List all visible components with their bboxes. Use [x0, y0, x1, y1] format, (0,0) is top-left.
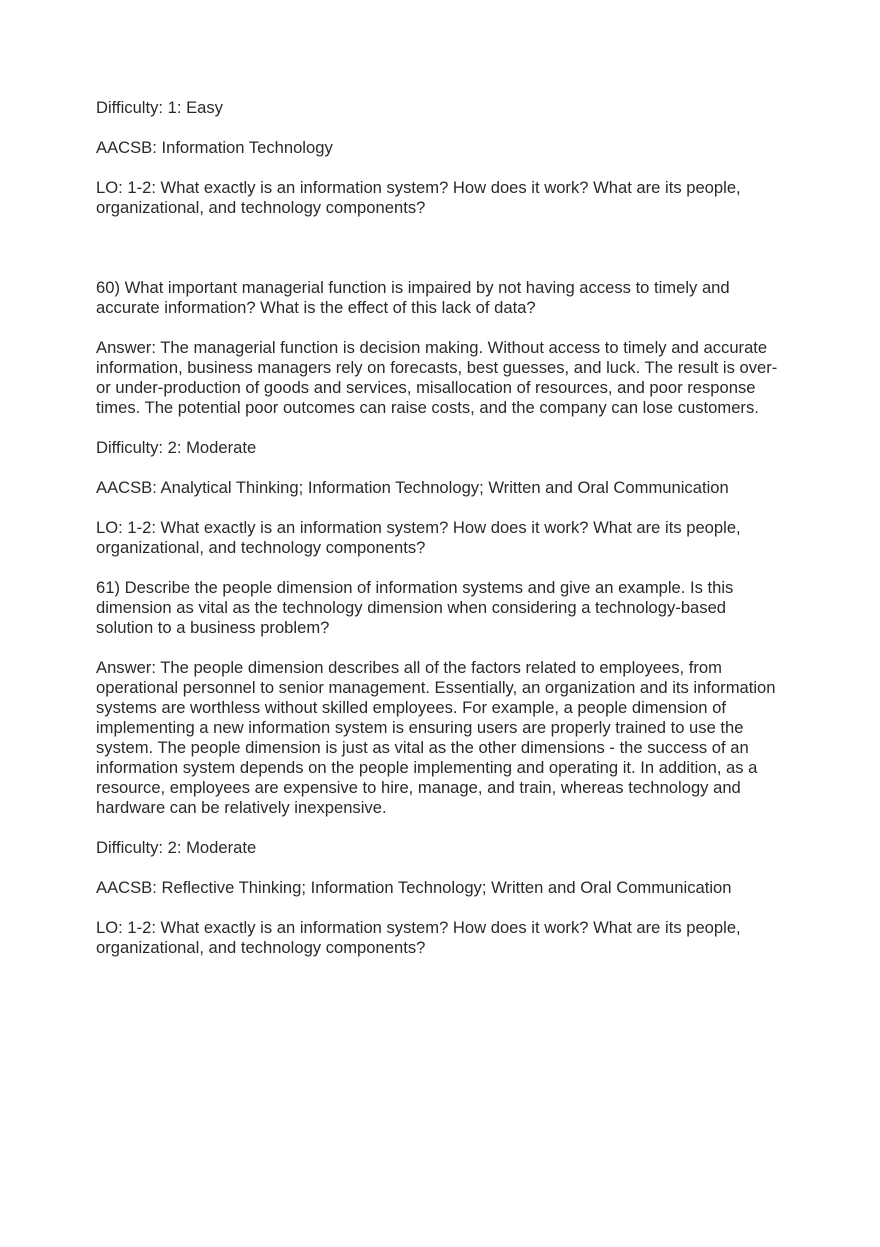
answer-60: Answer: The managerial function is decision making. Without access to timely and accurate information, business managers rely on forecasts, best guesses, and luck. The result is over- or under-production of goods and services, misallocation of resources, and poor response times. The potential poor outcomes can raise costs, and the company can lose customers.	[96, 338, 778, 417]
answer-61: Answer: The people dimension describes all of the factors related to employees, from operational personnel to senior management. Essentially, an organization and its information systems are worthless without skilled employees. For example, a people dimension of implementing a new information system is ensuring users are properly trained to use the system. The people dimension is just as vital as the other dimensions - the success of an information system depends on the people implementing and operating it. In addition, as a resource, employees are expensive to hire, manage, and train, whereas technology and hardware can be relatively inexpensive.	[96, 658, 776, 817]
difficulty-60: Difficulty: 2: Moderate	[96, 438, 257, 457]
aacsb-line: AACSB: Information Technology	[96, 138, 333, 157]
spacer	[96, 238, 786, 278]
aacsb-60: AACSB: Analytical Thinking; Information Technology; Written and Oral Communication	[96, 478, 729, 497]
learning-objective-60: LO: 1-2: What exactly is an information system? How does it work? What are its people, organizational, and technology components?	[96, 518, 741, 557]
document-page	[96, 98, 786, 978]
learning-objective-61: LO: 1-2: What exactly is an information system? How does it work? What are its people, organizational, and technology components?	[96, 918, 741, 957]
question-60: 60) What important managerial function is impaired by not having access to timely and accurate information? What is the effect of this lack of data?	[96, 278, 730, 317]
difficulty-line: Difficulty: 1: Easy	[96, 98, 223, 117]
learning-objective-line: LO: 1-2: What exactly is an information system? How does it work? What are its people, organizational, and technology components?	[96, 178, 741, 217]
aacsb-61: AACSB: Reflective Thinking; Information Technology; Written and Oral Communication	[96, 878, 732, 897]
question-61: 61) Describe the people dimension of information systems and give an example. Is this dimension as vital as the technology dimension when considering a technology-based solution to a business problem?	[96, 578, 734, 637]
difficulty-61: Difficulty: 2: Moderate	[96, 838, 257, 857]
